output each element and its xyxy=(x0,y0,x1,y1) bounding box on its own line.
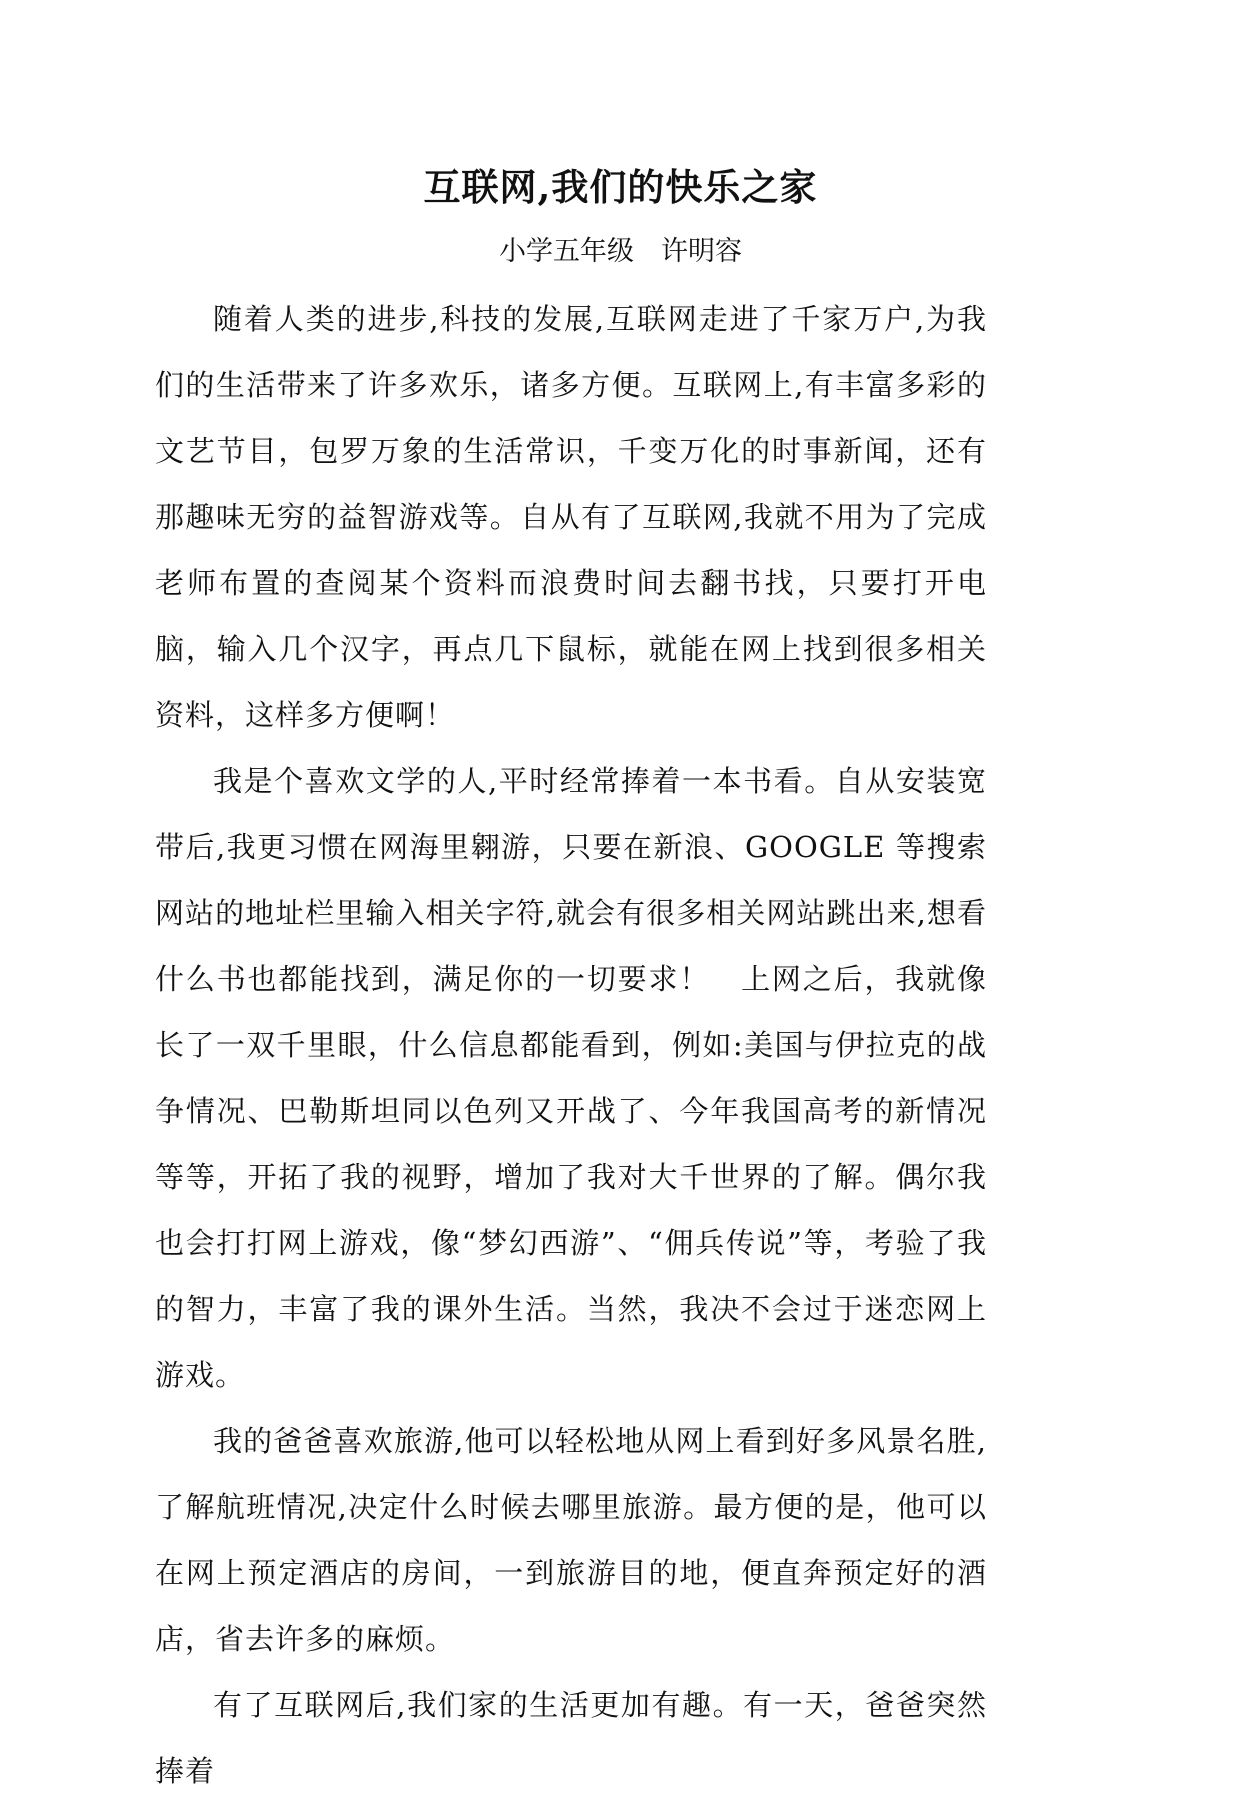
author-byline: 小学五年级 许明容 xyxy=(499,236,742,267)
essay-body xyxy=(155,286,987,1804)
paragraph-4: 有了互联网后,我们家的生活更加有趣。有一天，爸爸突然捧着 xyxy=(155,1688,987,1788)
paragraph-3: 我的爸爸喜欢旅游,他可以轻松地从网上看到好多风景名胜,了解航班情况,决定什么时候去哪里旅游。最方便的是，他可以在网上预定酒店的房间，一到旅游目的地，便直奔预定好的酒店，省去许多的麻烦。 xyxy=(155,1424,987,1656)
essay-title: 互联网,我们的快乐之家 xyxy=(423,165,818,209)
paragraph-1: 随着人类的进步,科技的发展,互联网走进了千家万户,为我们的生活带来了许多欢乐，诸多方便。互联网上,有丰富多彩的文艺节目，包罗万象的生活常识，千变万化的时事新闻，还有那趣味无穷的益智游戏等。自从有了互联网,我就不用为了完成老师布置的查阅某个资料而浪费时间去翻书找，只要打开电脑，输入几个汉字，再点几下鼠标，就能在网上找到很多相关资料，这样多方便啊！ xyxy=(155,302,987,732)
paragraph-2: 我是个喜欢文学的人,平时经常捧着一本书看。自从安装宽带后,我更习惯在网海里翱游，只要在新浪、GOOGLE 等搜索网站的地址栏里输入相关字符,就会有很多相关网站跳出来,想看什么书也都能找到，满足你的一切要求！ 上网之后，我就像长了一双千里眼，什么信息都能看到，例如:美国与伊拉克的战争情况、巴勒斯坦同以色列又开战了、今年我国高考的新情况等等，开拓了我的视野，增加了我对大千世界的了解。偶尔我也会打打网上游戏，像“梦幻西游”、“佣兵传说”等，考验了我的智力，丰富了我的课外生活。当然，我决不会过于迷恋网上游戏。 xyxy=(155,764,987,1392)
